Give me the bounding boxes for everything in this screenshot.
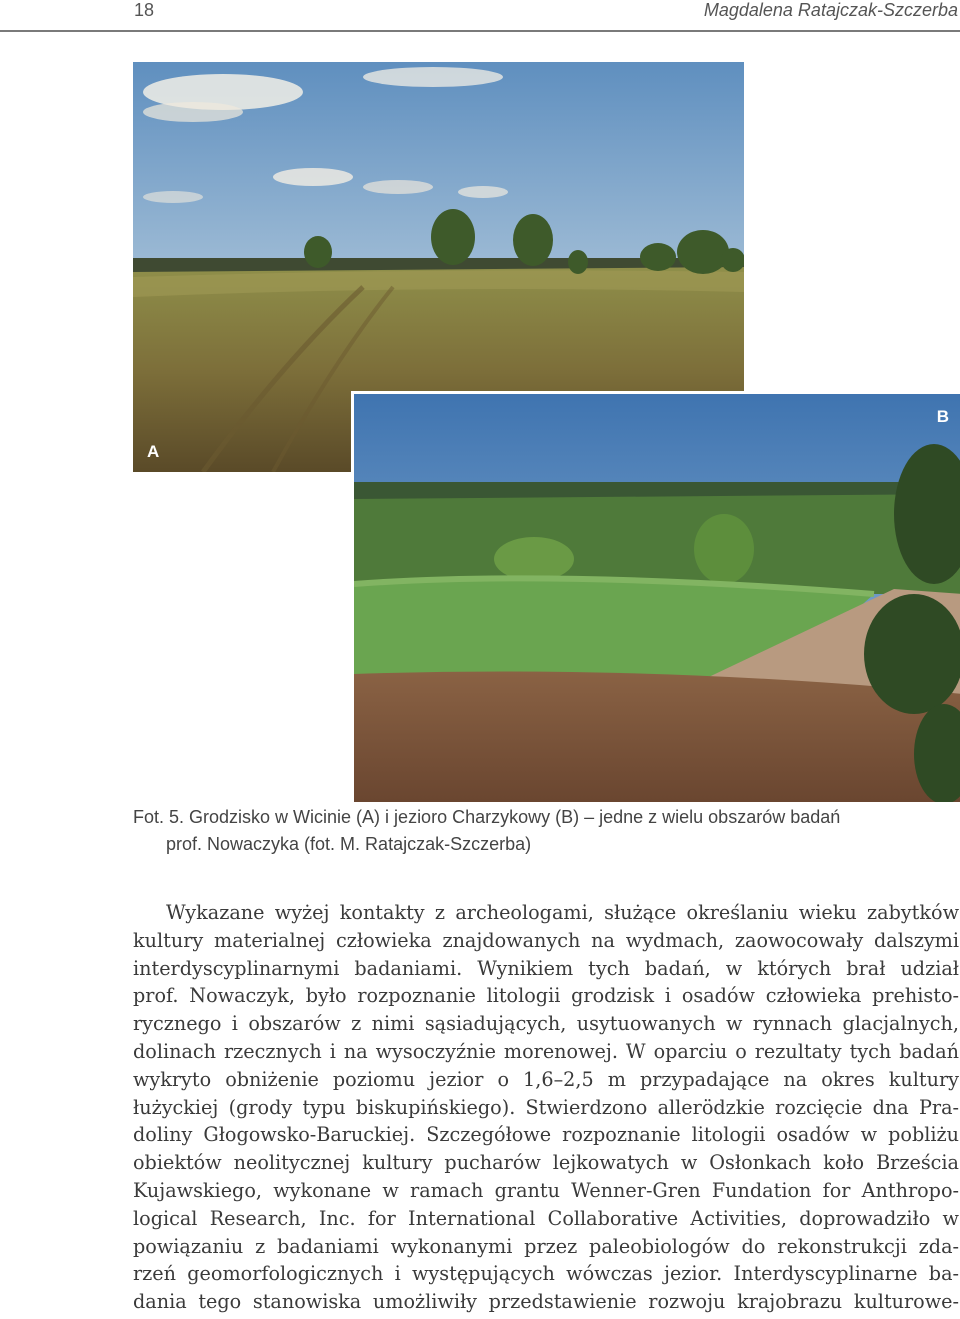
body-line: Wykazane wyżej kontakty z archeologami, służące określaniu wieku zabytków — [166, 901, 959, 924]
body-line: dolinach rzecznych i na wysoczyźnie morenowej. W oparciu o rezultaty tych badań — [133, 1039, 959, 1063]
header-rule — [0, 30, 960, 32]
body-line: łużyckiej (grody typu biskupińskiego). Stwierdzono allerödzkie rozcięcie dna Pra- — [133, 1095, 959, 1119]
body-line: obiektów neolitycznej kultury pucharów lejkowatych w Osłonkach koło Brześcia — [133, 1151, 959, 1175]
page-header — [0, 0, 960, 34]
body-line: logical Research, Inc. for International Collaborative Activities, doprowadziło w — [133, 1206, 959, 1230]
body-line: powiązaniu z badaniami wykonanymi przez paleobiologów do rekonstrukcji zda- — [133, 1234, 959, 1258]
running-head-author: Magdalena Ratajczak-Szczerba — [703, 0, 958, 20]
body-line: rycznego i obszarów z nimi sąsiadujących, usytuowanych w rynnach glacjalnych, — [133, 1012, 959, 1036]
body-line: dania tego stanowiska umożliwiły przedstawienie rozwoju krajobrazu kulturowe- — [133, 1290, 959, 1314]
figure-caption — [133, 804, 959, 858]
body-line: kultury materialnej człowieka znajdowanych na wydmach, zaowocowały dalszymi — [133, 928, 959, 952]
body-line: Kujawskiego, wykonane w ramach grantu Wenner-Gren Fundation for Anthropo- — [133, 1178, 959, 1202]
body-line: prof. Nowaczyk, było rozpoznanie litologii grodzisk i osadów człowieka prehisto- — [133, 984, 959, 1008]
body-line: interdyscyplinarnymi badaniami. Wynikiem tych badań, w których brał udział — [133, 956, 959, 980]
body-line: wykryto obniżenie poziomu jezior o 1,6–2,5 m przypadające na okres kultury — [133, 1067, 959, 1091]
photo-b-label: B — [936, 407, 949, 426]
body-paragraph — [133, 899, 959, 1316]
page-number: 18 — [134, 0, 155, 20]
caption-line-1: Fot. 5. Grodzisko w Wicinie (A) i jezioro Charzykowy (B) – jedne z wielu obszarów badań — [133, 807, 841, 827]
caption-line-2: prof. Nowaczyka (fot. M. Ratajczak-Szczerba) — [166, 834, 532, 854]
photo-b-lake-fields — [351, 391, 960, 802]
body-line: doliny Głogowsko-Baruckiej. Szczegółowe rozpoznanie litologii osadów w pobliżu — [133, 1123, 959, 1147]
photo-a-label: A — [147, 442, 160, 461]
body-line: rzeń geomorfologicznych i występujących wówczas jezior. Interdyscyplinarne ba- — [133, 1262, 959, 1286]
